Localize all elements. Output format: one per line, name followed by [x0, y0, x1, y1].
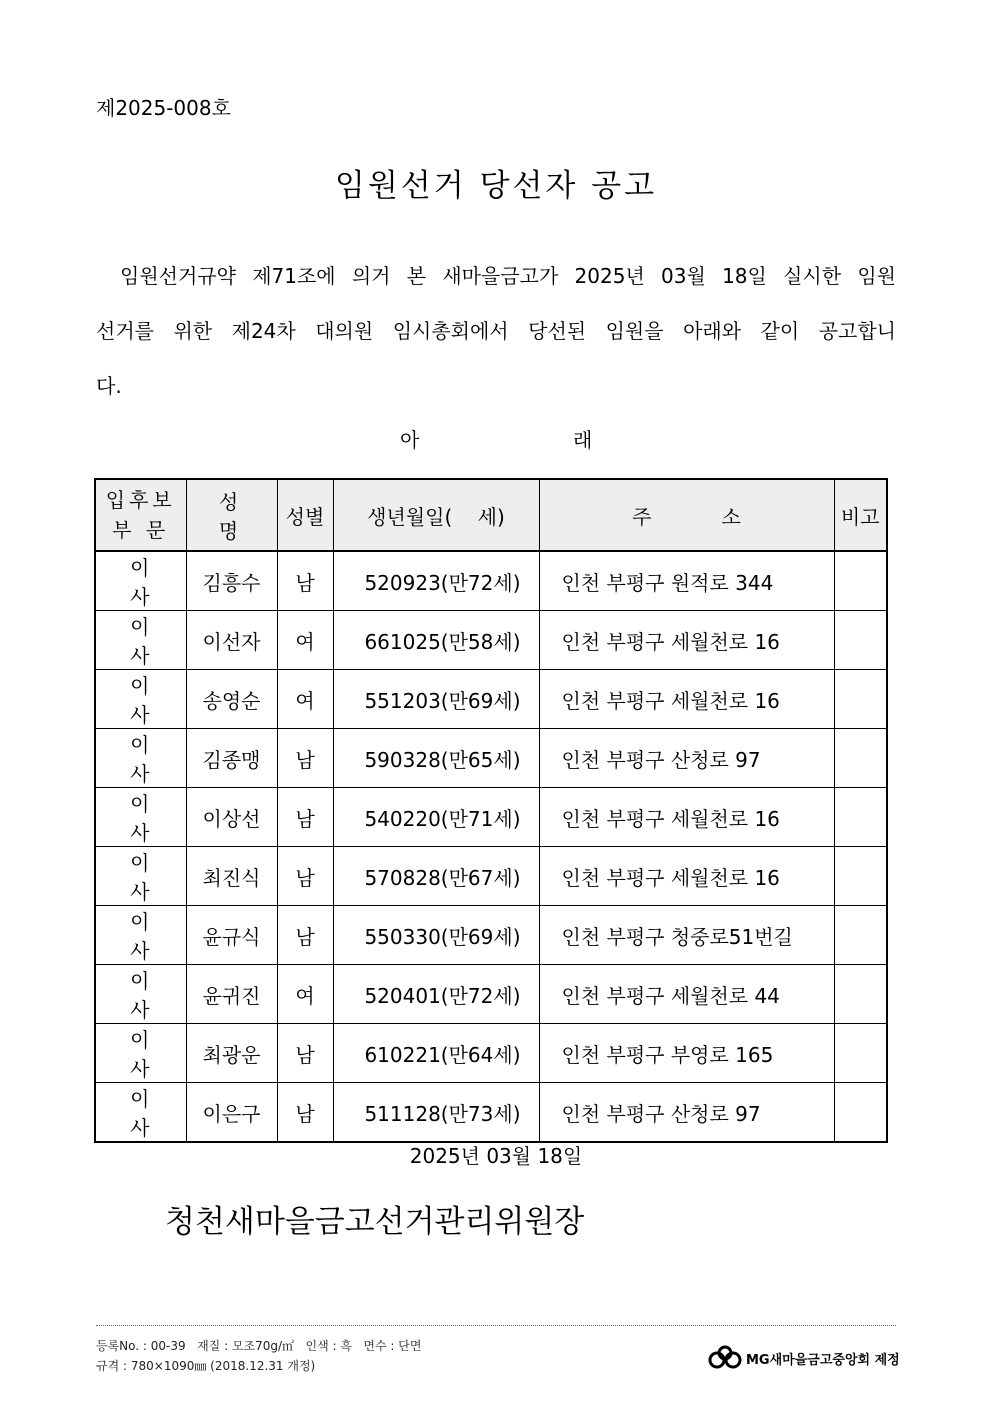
header-name: 성 명 — [186, 479, 277, 551]
footer-logo-text: MG새마을금고중앙회 제정 — [746, 1352, 900, 1368]
cell-gender: 여 — [277, 611, 333, 670]
cell-gender: 남 — [277, 729, 333, 788]
signer-title: 청천새마을금고선거관리위원장 — [165, 1204, 585, 1240]
cell-address: 인천 부평구 세월천로 44 — [539, 965, 834, 1024]
cell-gender: 남 — [277, 906, 333, 965]
cell-address: 인천 부평구 부영로 165 — [539, 1024, 834, 1083]
cell-birth: 610221(만64세) — [333, 1024, 539, 1083]
footer-line-2: 규격 : 780×1090㎜ (2018.12.31 개정) — [96, 1359, 316, 1373]
cell-name: 이상선 — [186, 788, 277, 847]
cell-name: 송영순 — [186, 670, 277, 729]
header-address-b: 소 — [721, 504, 741, 529]
header-address-a: 주 — [632, 504, 652, 529]
cell-name: 김흥수 — [186, 551, 277, 611]
table-row — [95, 788, 887, 847]
body-paragraph-line-2: 선거를 위한 제24차 대의원 임시총회에서 당선된 임원을 아래와 같이 공고합니 — [96, 319, 896, 343]
cell-birth: 590328(만65세) — [333, 729, 539, 788]
footer-info — [96, 1336, 421, 1376]
cell-note — [834, 670, 887, 729]
cell-gender: 남 — [277, 847, 333, 906]
header-division — [95, 479, 186, 551]
cell-division: 이사 — [95, 1024, 186, 1083]
footer-logo — [708, 1345, 900, 1371]
cell-gender: 남 — [277, 1024, 333, 1083]
header-note: 비고 — [834, 479, 887, 551]
cell-division: 이사 — [95, 670, 186, 729]
document-number: 제2025-008호 — [96, 96, 231, 120]
cell-birth: 520401(만72세) — [333, 965, 539, 1024]
table-row — [95, 670, 887, 729]
below-heading-right: 래 — [573, 428, 593, 452]
cell-note — [834, 847, 887, 906]
body-paragraph-line-1: 임원선거규약 제71조에 의거 본 새마을금고가 2025년 03월 18일 실시한 임원 — [120, 264, 896, 288]
table-row — [95, 1083, 887, 1143]
table-row — [95, 906, 887, 965]
cell-gender: 남 — [277, 1083, 333, 1143]
cell-address: 인천 부평구 원적로 344 — [539, 551, 834, 611]
cell-name: 최광운 — [186, 1024, 277, 1083]
cell-note — [834, 788, 887, 847]
header-birth: 생년월일( 세) — [333, 479, 539, 551]
footer-divider — [96, 1325, 896, 1326]
cell-note — [834, 965, 887, 1024]
cell-birth: 551203(만69세) — [333, 670, 539, 729]
table-row — [95, 729, 887, 788]
table-row — [95, 847, 887, 906]
cell-note — [834, 1024, 887, 1083]
cell-birth: 520923(만72세) — [333, 551, 539, 611]
cell-birth: 511128(만73세) — [333, 1083, 539, 1143]
table-row — [95, 611, 887, 670]
cell-note — [834, 1083, 887, 1143]
cell-division: 이사 — [95, 729, 186, 788]
body-paragraph-line-3: 다. — [96, 374, 122, 398]
cell-division: 이사 — [95, 906, 186, 965]
cell-birth: 550330(만69세) — [333, 906, 539, 965]
cell-division: 이사 — [95, 1083, 186, 1143]
page-title: 임원선거 당선자 공고 — [334, 168, 658, 204]
cell-name: 윤규식 — [186, 906, 277, 965]
cell-address: 인천 부평구 산청로 97 — [539, 1083, 834, 1143]
below-heading-left: 아 — [400, 428, 420, 452]
footer-line-1: 등록No. : 00-39 재질 : 모조70g/㎡ 인색 : 흑 면수 : 단면 — [96, 1339, 422, 1353]
cell-birth: 570828(만67세) — [333, 847, 539, 906]
cell-gender: 여 — [277, 670, 333, 729]
cell-name: 김종맹 — [186, 729, 277, 788]
cell-division: 이사 — [95, 611, 186, 670]
cell-address: 인천 부평구 세월천로 16 — [539, 788, 834, 847]
cell-division: 이사 — [95, 551, 186, 611]
header-address — [539, 479, 834, 551]
table-row — [95, 1024, 887, 1083]
cell-note — [834, 551, 887, 611]
cell-name: 이선자 — [186, 611, 277, 670]
cell-gender: 남 — [277, 551, 333, 611]
cell-name: 이은구 — [186, 1083, 277, 1143]
cell-name: 윤귀진 — [186, 965, 277, 1024]
cell-note — [834, 906, 887, 965]
table-row — [95, 551, 887, 611]
header-division-line1: 입후보 — [105, 488, 176, 512]
table-body — [95, 551, 887, 1142]
cell-note — [834, 729, 887, 788]
header-gender: 성별 — [277, 479, 333, 551]
cell-gender: 남 — [277, 788, 333, 847]
elected-officers-table — [94, 478, 888, 1143]
cell-address: 인천 부평구 청중로51번길 — [539, 906, 834, 965]
cell-name: 최진식 — [186, 847, 277, 906]
header-division-line2: 부 문 — [112, 518, 170, 542]
table-header-row — [95, 479, 887, 551]
cell-note — [834, 611, 887, 670]
cell-division: 이사 — [95, 847, 186, 906]
cell-birth: 661025(만58세) — [333, 611, 539, 670]
cell-address: 인천 부평구 세월천로 16 — [539, 847, 834, 906]
announcement-date: 2025년 03월 18일 — [409, 1144, 583, 1168]
cell-birth: 540220(만71세) — [333, 788, 539, 847]
mg-logo-icon — [708, 1345, 742, 1371]
cell-division: 이사 — [95, 965, 186, 1024]
cell-address: 인천 부평구 세월천로 16 — [539, 670, 834, 729]
cell-address: 인천 부평구 산청로 97 — [539, 729, 834, 788]
cell-gender: 여 — [277, 965, 333, 1024]
cell-division: 이사 — [95, 788, 186, 847]
cell-address: 인천 부평구 세월천로 16 — [539, 611, 834, 670]
table-row — [95, 965, 887, 1024]
